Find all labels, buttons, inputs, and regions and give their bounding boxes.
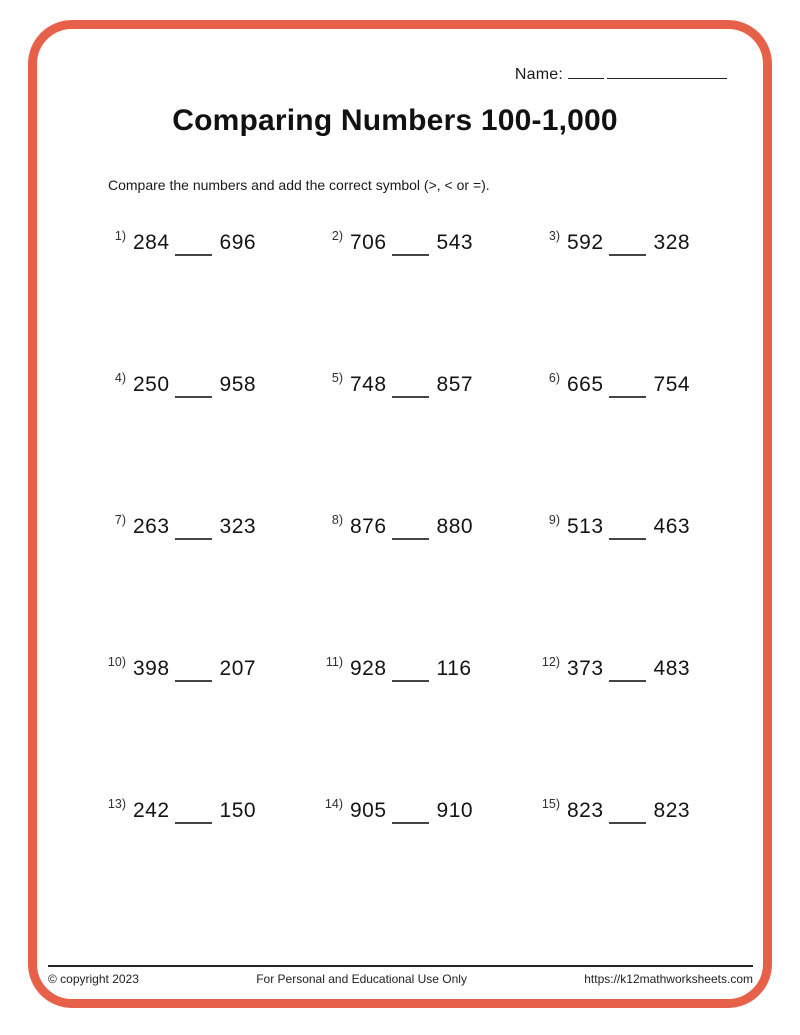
right-number: 543 xyxy=(436,231,474,254)
name-blank-segment xyxy=(568,61,604,79)
problem-number: 15) xyxy=(541,797,560,811)
problem-number: 12) xyxy=(541,655,560,669)
answer-blank[interactable] xyxy=(175,396,212,398)
answer-blank[interactable] xyxy=(175,254,212,256)
problem-15 xyxy=(533,797,750,939)
left-number: 823 xyxy=(567,799,604,822)
problem-10 xyxy=(99,655,316,797)
usage-text: For Personal and Educational Use Only xyxy=(256,972,467,986)
right-number: 823 xyxy=(653,799,691,822)
right-number: 958 xyxy=(219,373,257,396)
answer-blank[interactable] xyxy=(392,396,429,398)
problem-number: 6) xyxy=(548,371,560,385)
problem-13 xyxy=(99,797,316,939)
left-number: 284 xyxy=(133,231,170,254)
answer-blank[interactable] xyxy=(392,680,429,682)
problem-number: 2) xyxy=(331,229,343,243)
problem-6 xyxy=(533,371,750,513)
left-number: 905 xyxy=(350,799,387,822)
left-number: 928 xyxy=(350,657,387,680)
problem-number: 1) xyxy=(114,229,126,243)
answer-blank[interactable] xyxy=(392,822,429,824)
answer-blank[interactable] xyxy=(609,396,646,398)
problem-number: 13) xyxy=(107,797,126,811)
footer xyxy=(48,972,753,986)
right-number: 150 xyxy=(219,799,257,822)
website-url: https://k12mathworksheets.com xyxy=(584,972,753,986)
left-number: 748 xyxy=(350,373,387,396)
problem-number: 14) xyxy=(324,797,343,811)
problem-8 xyxy=(316,513,533,655)
answer-blank[interactable] xyxy=(609,254,646,256)
answer-blank[interactable] xyxy=(392,254,429,256)
right-number: 116 xyxy=(436,657,472,680)
right-number: 880 xyxy=(436,515,474,538)
right-number: 483 xyxy=(653,657,691,680)
problems-grid xyxy=(99,229,750,939)
problem-number: 9) xyxy=(548,513,560,527)
right-number: 696 xyxy=(219,231,257,254)
problem-9 xyxy=(533,513,750,655)
problem-14 xyxy=(316,797,533,939)
problem-number: 5) xyxy=(331,371,343,385)
problem-number: 4) xyxy=(114,371,126,385)
problem-5 xyxy=(316,371,533,513)
problem-number: 10) xyxy=(107,655,126,669)
right-number: 754 xyxy=(653,373,691,396)
answer-blank[interactable] xyxy=(175,680,212,682)
problem-number: 7) xyxy=(114,513,126,527)
problem-number: 11) xyxy=(325,655,343,669)
problem-4 xyxy=(99,371,316,513)
right-number: 910 xyxy=(436,799,474,822)
problem-7 xyxy=(99,513,316,655)
problem-2 xyxy=(316,229,533,371)
name-row xyxy=(515,61,727,84)
left-number: 250 xyxy=(133,373,170,396)
right-number: 857 xyxy=(436,373,474,396)
right-number: 207 xyxy=(219,657,257,680)
answer-blank[interactable] xyxy=(609,822,646,824)
problem-1 xyxy=(99,229,316,371)
copyright-text: © copyright 2023 xyxy=(48,972,139,986)
left-number: 263 xyxy=(133,515,170,538)
left-number: 513 xyxy=(567,515,604,538)
right-number: 328 xyxy=(653,231,691,254)
right-number: 463 xyxy=(653,515,691,538)
answer-blank[interactable] xyxy=(175,822,212,824)
problem-number: 8) xyxy=(331,513,343,527)
answer-blank[interactable] xyxy=(609,680,646,682)
name-label: Name: xyxy=(514,66,563,83)
left-number: 592 xyxy=(567,231,604,254)
left-number: 665 xyxy=(567,373,604,396)
problem-12 xyxy=(533,655,750,797)
name-blank-segment xyxy=(607,61,727,79)
instructions-text: Compare the numbers and add the correct symbol (>, < or =). xyxy=(108,177,490,193)
name-blank-line[interactable] xyxy=(563,61,727,79)
problem-3 xyxy=(533,229,750,371)
page-title: Comparing Numbers 100-1,000 xyxy=(172,104,618,137)
left-number: 706 xyxy=(350,231,387,254)
left-number: 373 xyxy=(567,657,604,680)
left-number: 398 xyxy=(133,657,170,680)
footer-divider xyxy=(48,965,753,967)
answer-blank[interactable] xyxy=(175,538,212,540)
answer-blank[interactable] xyxy=(392,538,429,540)
left-number: 876 xyxy=(350,515,387,538)
problem-11 xyxy=(316,655,533,797)
right-number: 323 xyxy=(219,515,257,538)
problem-number: 3) xyxy=(548,229,560,243)
answer-blank[interactable] xyxy=(609,538,646,540)
left-number: 242 xyxy=(133,799,170,822)
